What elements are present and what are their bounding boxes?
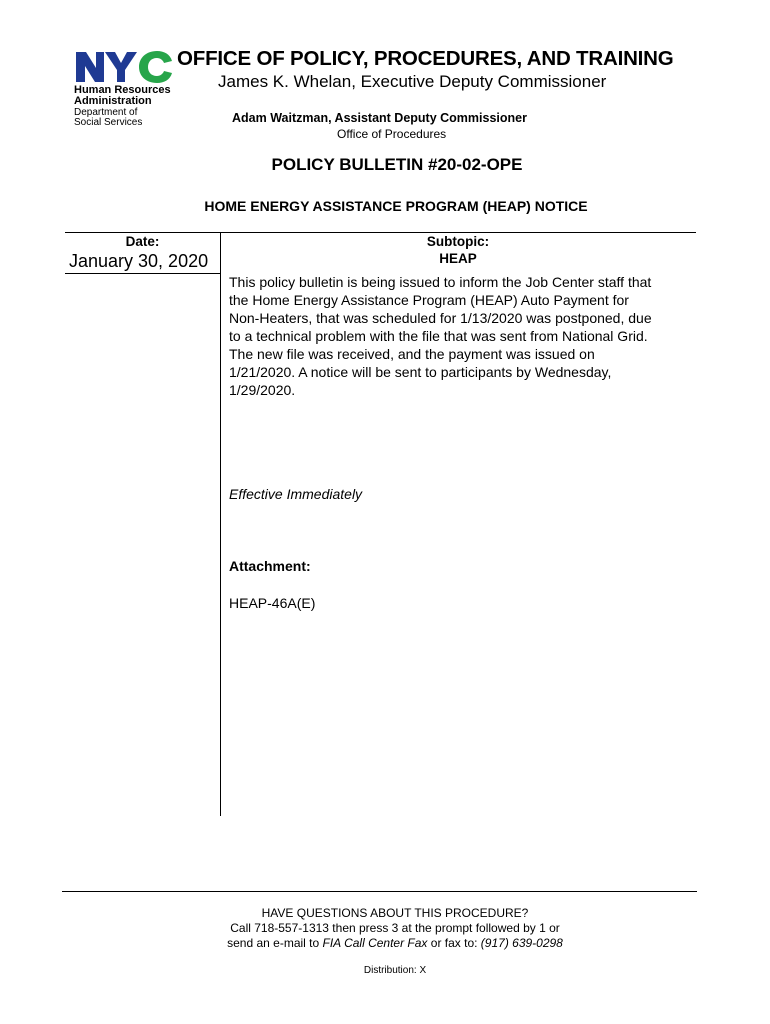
executive-commissioner: James K. Whelan, Executive Deputy Commissioner — [218, 72, 607, 91]
nyc-logo — [74, 48, 174, 84]
contact-text: or fax to: — [427, 936, 481, 950]
questions-call-line: Call 718-557-1313 then press 3 at the prompt followed by 1 or — [230, 921, 560, 935]
subtopic-label: Subtopic: — [426, 234, 490, 249]
column-divider — [220, 232, 221, 816]
assistant-deputy-commissioner: Adam Waitzman, Assistant Deputy Commissioner — [232, 111, 527, 125]
body-line: 1/29/2020. — [229, 382, 296, 398]
body-line: This policy bulletin is being issued to inform the Job Center staff that — [229, 274, 652, 290]
top-divider — [65, 232, 696, 233]
bulletin-number: POLICY BULLETIN #20-02-OPE — [271, 155, 523, 174]
org-name-line2: Administration — [74, 95, 152, 107]
effective-note: Effective Immediately — [229, 486, 363, 502]
fax-number: (917) 639-0298 — [480, 936, 563, 950]
notice-title: HOME ENERGY ASSISTANCE PROGRAM (HEAP) NOTICE — [204, 198, 588, 214]
questions-heading: HAVE QUESTIONS ABOUT THIS PROCEDURE? — [261, 906, 529, 920]
bulletin-body — [229, 273, 694, 399]
questions-contact-line — [0, 936, 770, 950]
attachment-link[interactable]: HEAP-46A(E) — [229, 595, 316, 611]
subtopic-value: HEAP — [439, 251, 477, 266]
distribution: Distribution: X — [363, 965, 427, 976]
attachment-label: Attachment: — [229, 558, 311, 574]
office-title: OFFICE OF POLICY, PROCEDURES, AND TRAINING — [177, 47, 674, 70]
org-dept-line1: Department of — [74, 107, 138, 118]
body-line: to a technical problem with the file that was sent from National Grid. — [229, 328, 648, 344]
date-value: January 30, 2020 — [69, 251, 209, 271]
org-name-line1: Human Resources — [74, 84, 171, 96]
fia-call-center-fax: FIA Call Center Fax — [322, 936, 428, 950]
footer-divider — [62, 891, 697, 892]
body-line: Non-Heaters, that was scheduled for 1/13/2020 was postponed, due — [229, 310, 652, 326]
contact-text: send an e-mail to — [227, 936, 323, 950]
body-line: the Home Energy Assistance Program (HEAP) Auto Payment for — [229, 292, 629, 308]
body-line: 1/21/2020. A notice will be sent to participants by Wednesday, — [229, 364, 612, 380]
date-divider — [65, 273, 220, 274]
org-dept-line2: Social Services — [74, 117, 143, 128]
date-label: Date: — [125, 234, 160, 249]
office-of-procedures: Office of Procedures — [337, 127, 447, 141]
body-line: The new file was received, and the payment was issued on — [229, 346, 595, 362]
